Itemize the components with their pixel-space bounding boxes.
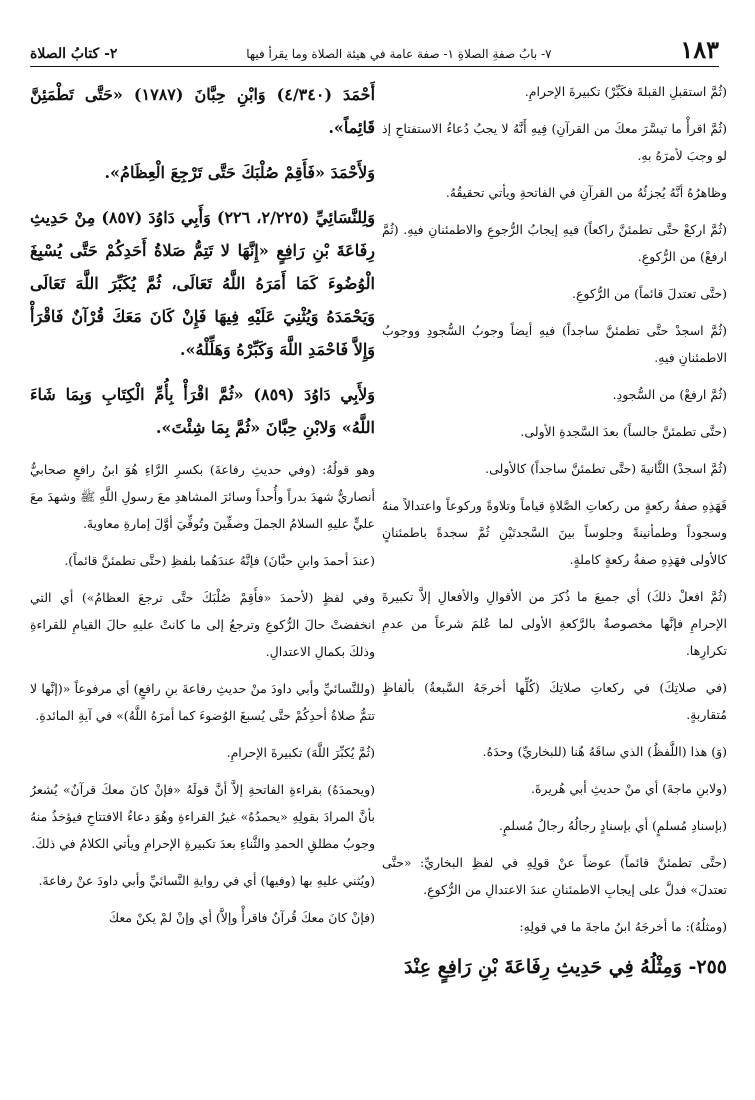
- commentary-paragraph: (ولابنِ ماجةَ) أي منْ حديثِ أبي هُريرةَ.: [531, 781, 727, 796]
- commentary-paragraph: (ثُمَّ استقبلِ القبلةَ فكَبِّرْ) تكبيرةَ الإحرامِ.: [524, 84, 727, 99]
- left-column: [30, 78, 375, 1078]
- commentary-paragraph: وظاهرُهُ أنَّهُ يُجزئُهُ من القرآنِ في الفاتحةِ ويأتي تحقيقُهُ.: [445, 185, 727, 200]
- page-header: [30, 36, 719, 67]
- book-title: ٢- كتابُ الصلاة: [30, 46, 118, 62]
- commentary-paragraph: (فإنْ كانَ معكَ قُرآنٌ فاقرأْ وإلاَّ) أي وإنْ لمْ يكنْ معكَ: [108, 910, 375, 925]
- commentary-paragraph: (عندَ أحمدَ وابنِ حبَّانَ) فإنَّهُ عندَهُما بلفظِ (حتَّى تطمئنَّ قائماً).: [64, 553, 375, 568]
- hadith-255-heading: ٢٥٥- وَمِثْلُهُ فِي حَدِيثِ رِفَاعَةَ بْنِ رَافِعٍ عِنْدَ: [404, 956, 727, 978]
- right-column: [382, 78, 727, 1078]
- page-number: ١٨٣: [680, 35, 719, 64]
- commentary-paragraph: (حتَّى تعتدلَ قائماً) من الرُّكوعِ.: [571, 286, 727, 301]
- hadith-text: وَلِلنَّسَائِيِّ (٢/٢٢٥، ٢٢٦) وَأَبِي دَاوُدَ (٨٥٧) مِنْ حَدِيثِ رِفَاعَةَ بْنِ رَافِعٍ «إِنَّهَا لا تَتِمُّ صَلاةُ أَحَدِكُمْ حَتَّى يُسْبِغَ الْوُضُوءَ كَمَا أَمَرَهُ اللَّهُ تَعَالَى، ثُمَّ يُكَبِّرَ اللَّهَ تَعَالَى وَيَحْمَدَهُ وَيُثْنِيَ عَلَيْهِ فِيهَا فَإِنْ كَانَ مَعَكَ قُرْآنٌ فَاقْرَأْ وَإِلاَّ فَاحْمَدِ اللَّهَ وَكَبِّرْهُ وَهَلِّلْهُ».: [30, 208, 375, 359]
- commentary-paragraph: (ثُمَّ ارفعْ) من السُّجودِ.: [612, 387, 727, 402]
- commentary-paragraph: (ثُمَّ اسجدْ حتَّى تطمئنَّ ساجداً) فيهِ أيضاً وجوبُ السُّجودِ ووجوبُ الاطمئنانِ فيهِ.: [382, 323, 727, 365]
- hadith-text: وَلأَحْمَدَ «فَأَقِمْ صُلْبَكَ حَتَّى تَرْجِعَ الْعِظَامُ».: [104, 163, 375, 182]
- commentary-paragraph: وفي لفظٍ (لأحمدَ «فأَقِمْ صُلْبَكَ حتَّى ترجعَ العظامُ») أي التي انخفضتْ حالَ الرُّكوعِ وترجعُ إلى ما كانتْ عليهِ حالَ القيامِ للقراءةِ وذلكَ بكمالِ الاعتدالِ.: [30, 590, 375, 659]
- commentary-paragraph: وهو قولُهُ: (وفي حديثِ رفاعةَ) بكسرِ الرَّاءِ هُوَ ابنُ رافعٍ صحابيٌّ أنصاريٌّ شهدَ بدراً وأُحداً وسائرَ المشاهدِ معَ رسولِ اللَّهِ ﷺ وشهدَ معَ عليٍّ عليهِ السلامُ الجملَ وصفِّينَ وتُوفِّيَ أوَّلَ إمارةِ معاويةَ.: [30, 462, 375, 531]
- commentary-paragraph: (ثُمَّ اسجدْ) الثَّانيةَ (حتَّى تطمئنَّ ساجداً) كالأولى.: [485, 461, 727, 476]
- commentary-paragraph: (ثُمَّ افعلْ ذلكَ) أي جميعَ ما ذُكرَ من الأقوالِ والأفعالِ إلاَّ تكبيرةَ الإحرامِ فإنَّها مخصوصةٌ بالرَّكعةِ الأولى لما عُلمَ شرعاً من عدمِ تكرارِها.: [382, 589, 727, 658]
- commentary-paragraph: (ثُمَّ اقرأْ ما تيسَّرَ معكَ من القرآنِ) فِيهِ أَنَّهُ لا يجبُ دُعاءُ الاستفتاحِ إذ لو وجبَ لأمرَهُ بهِ.: [382, 121, 727, 163]
- running-title: ٧- بابُ صفةِ الصلاةِ ١- صفة عامة في هيئة الصلاة وما يقرأ فيها: [246, 47, 552, 61]
- commentary-paragraph: (وللنَّسائيِّ وأبي داودَ منْ حديثِ رفاعةَ بنِ رافعٍ) أي مرفوعاً «(إنَّها لا تتمُّ صلاةُ أحدِكُمْ حتَّى يُسبغَ الوُضوءَ كما أمرَهُ اللَّهُ)» في آيةِ المائدةِ.: [30, 681, 375, 723]
- commentary-paragraph: (ومثلُهُ): ما أخرجَهُ ابنُ ماجةَ ما في قولِهِ:: [519, 919, 727, 934]
- commentary-paragraph: فَهَذِهِ صفةُ ركعةٍ من ركعاتِ الصَّلاةِ قياماً وتلاوةً وركوعاً واعتدالاً منهُ وسجوداً وطمأنينةً وجلوساً بينَ السَّجدتَيْنِ ثُمَّ سجدةً باطمئنانٍ كالأولى فهَذِهِ صفةُ ركعةٍ كاملةٍ.: [382, 498, 727, 567]
- hadith-text: أَحْمَدَ (٤/٣٤٠) وَابْنِ حِبَّانَ (١٧٨٧) «حَتَّى تَطْمَئِنَّ قَائِماً».: [30, 85, 375, 137]
- commentary-paragraph: (بإسنادِ مُسلمٍ) أي بإسنادٍ رجالُهُ رجالُ مُسلمٍ.: [499, 818, 727, 833]
- commentary-paragraph: (ثُمَّ اركعْ حتَّى تطمئنَّ راكعاً) فيهِ إيجابُ الرُّجوعِ والاطمئنانِ فيهِ. (ثُمَّ ارفعْ) من الرُّكوعِ.: [382, 222, 727, 264]
- commentary-paragraph: (وَ) هذا (اللَّفظُ) الذي ساقَهُ هُنا (للبخاريِّ) وحدَهُ.: [482, 744, 727, 759]
- commentary-paragraph: (حتَّى تطمئنَّ جالساً) بعدَ السَّجدةِ الأولى.: [520, 424, 727, 439]
- commentary-paragraph: (ويحمدَهُ) بقراءةِ الفاتحةِ إلاَّ أنَّ قولَهُ «فإنْ كانَ معكَ قرآنٌ» يُشعرُ بأنَّ المرادَ بقولِهِ «يحمدُهُ» غيرُ القراءةِ وهُوَ دعاءُ الافتتاحِ فيؤخذُ منهُ وجوبُ مطلقِ الحمدِ والثَّناءِ بعدَ تكبيرةِ الإحرامِ ويأتي الكلامُ في ذلكَ.: [30, 782, 375, 851]
- commentary-paragraph: (حتَّى تطمئنَّ قائماً) عوضاً عنْ قولِهِ في لفظِ البخاريِّ: «حتَّى تعتدلَ» فدلَّ على إيجابِ الاطمئنانِ عندَ الاعتدالِ من الرُّكوعِ.: [382, 855, 727, 897]
- commentary-paragraph: (في صلاتِكَ) في ركعاتِ صلاتِكَ (كُلِّها أخرجَهُ السَّبعةُ) بألفاظٍ مُتقاربةٍ.: [382, 680, 727, 722]
- hadith-text: وَلأَبِي دَاوُدَ (٨٥٩) «ثُمَّ اقْرَأْ بِأُمِّ الْكِتَابِ وَبِمَا شَاءَ اللَّهُ» وَلابْنِ حِبَّانَ «ثُمَّ بِمَا شِئْتَ».: [30, 385, 375, 437]
- commentary-paragraph: (ويُثني عليهِ بها (وفيها) أي في روايةِ النَّسائيِّ وأبي داودَ عنْ رفاعةَ.: [38, 873, 375, 888]
- commentary-paragraph: (ثُمَّ يُكبِّرَ اللَّهَ) تكبيرةَ الإحرامِ.: [226, 745, 375, 760]
